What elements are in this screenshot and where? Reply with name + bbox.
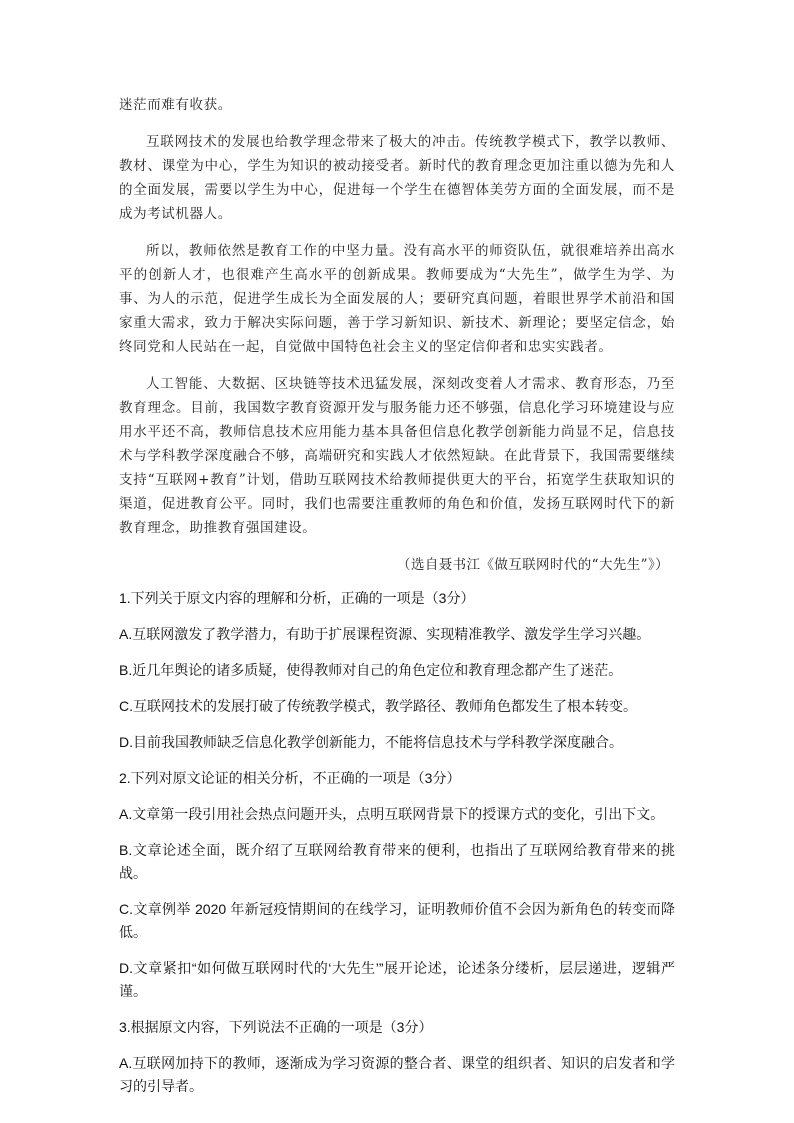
option-a: A.互联网加持下的教师，逐渐成为学习资源的整合者、课堂的组织者、知识的启发者和学习的引导者。 — [119, 1055, 675, 1094]
option-d: D.目前我国教师缺乏信息化教学创新能力，不能将信息技术与学科教学深度融合。 — [119, 734, 623, 750]
passage-paragraph: 互联网技术的发展也给教学理念带来了极大的冲击。传统教学模式下，教学以教师、教材、课堂为中心，学生为知识的被动接受者。新时代的教育理念更加注重以德为先和人的全面发展，需要以学生为中心，促进每一个学生在德智体美劳方面的全面发展，而不是成为考试机器人。 — [119, 134, 675, 222]
passage-continuation: 迷茫而难有收获。 — [119, 97, 232, 113]
option-c: C.互联网技术的发展打破了传统教学模式，教学路径、教师角色都发生了根本转变。 — [119, 698, 637, 714]
passage-paragraph: 所以，教师依然是教育工作的中坚力量。没有高水平的师资队伍，就很难培养出高水平的创新人才，也很难产生高水平的创新成果。教师要成为“大先生”，做学生为学、为事、为人的示范，促进学生成长为全面发展的人；要研究真问题，着眼世界学术前沿和国家重大需求，致力于解决实际问题，善于学习新知识、新技术、新理论；要坚定信念，始终同党和人民站在一起，自觉做中国特色社会主义的坚定信仰者和忠实实践者。 — [119, 243, 675, 355]
question-stem: 3.根据原文内容，下列说法不正确的一项是（3分） — [119, 1019, 433, 1035]
option-c: C.文章例举 2020 年新冠疫情期间的在线学习，证明教师价值不会因为新角色的转变而降低。 — [119, 901, 675, 940]
question-stem: 1.下列关于原文内容的理解和分析，正确的一项是（3分） — [119, 590, 475, 606]
option-a: A.互联网激发了教学潜力，有助于扩展课程资源、实现精准教学、激发学生学习兴趣。 — [119, 626, 651, 642]
reading-passage — [119, 93, 675, 540]
option-b: B.近几年舆论的诸多质疑，使得教师对自己的角色定位和教育理念都产生了迷茫。 — [119, 662, 623, 678]
option-b: B.文章论述全面，既介绍了互联网给教育带来的便利，也指出了互联网给教育带来的挑战。 — [119, 842, 675, 881]
question-1 — [119, 587, 675, 754]
question-3 — [119, 1016, 675, 1098]
option-a: A.文章第一段引用社会热点问题开头，点明互联网背景下的授课方式的变化，引出下文。 — [119, 806, 665, 822]
option-d: D.文章紧扣“如何做互联网时代的‘大先生’”展开论述，论述条分缕析，层层递进，逻辑严谨。 — [119, 960, 675, 999]
question-2 — [119, 767, 675, 1003]
question-stem: 2.下列对原文论证的相关分析，不正确的一项是（3分） — [119, 770, 461, 786]
passage-paragraph: 人工智能、大数据、区块链等技术迅猛发展，深刻改变着人才需求、教育形态，乃至教育理念。目前，我国数字教育资源开发与服务能力还不够强，信息化学习环境建设与应用水平还不高，教师信息技术应用能力基本具备但信息化教学创新能力尚显不足，信息技术与学科教学深度融合不够，高端研究和实践人才依然短缺。在此背景下，我国需要继续支持“互联网+教育”计划，借助互联网技术给教师提供更大的平台，拓宽学生获取知识的渠道，促进教育公平。同时，我们也需要注重教师的角色和价值，发扬互联网时代下的新教育理念，助推教育强国建设。 — [119, 376, 675, 536]
passage-source: （选自聂书江《做互联网时代的“大先生”》） — [397, 557, 669, 573]
page-content — [119, 93, 675, 1111]
